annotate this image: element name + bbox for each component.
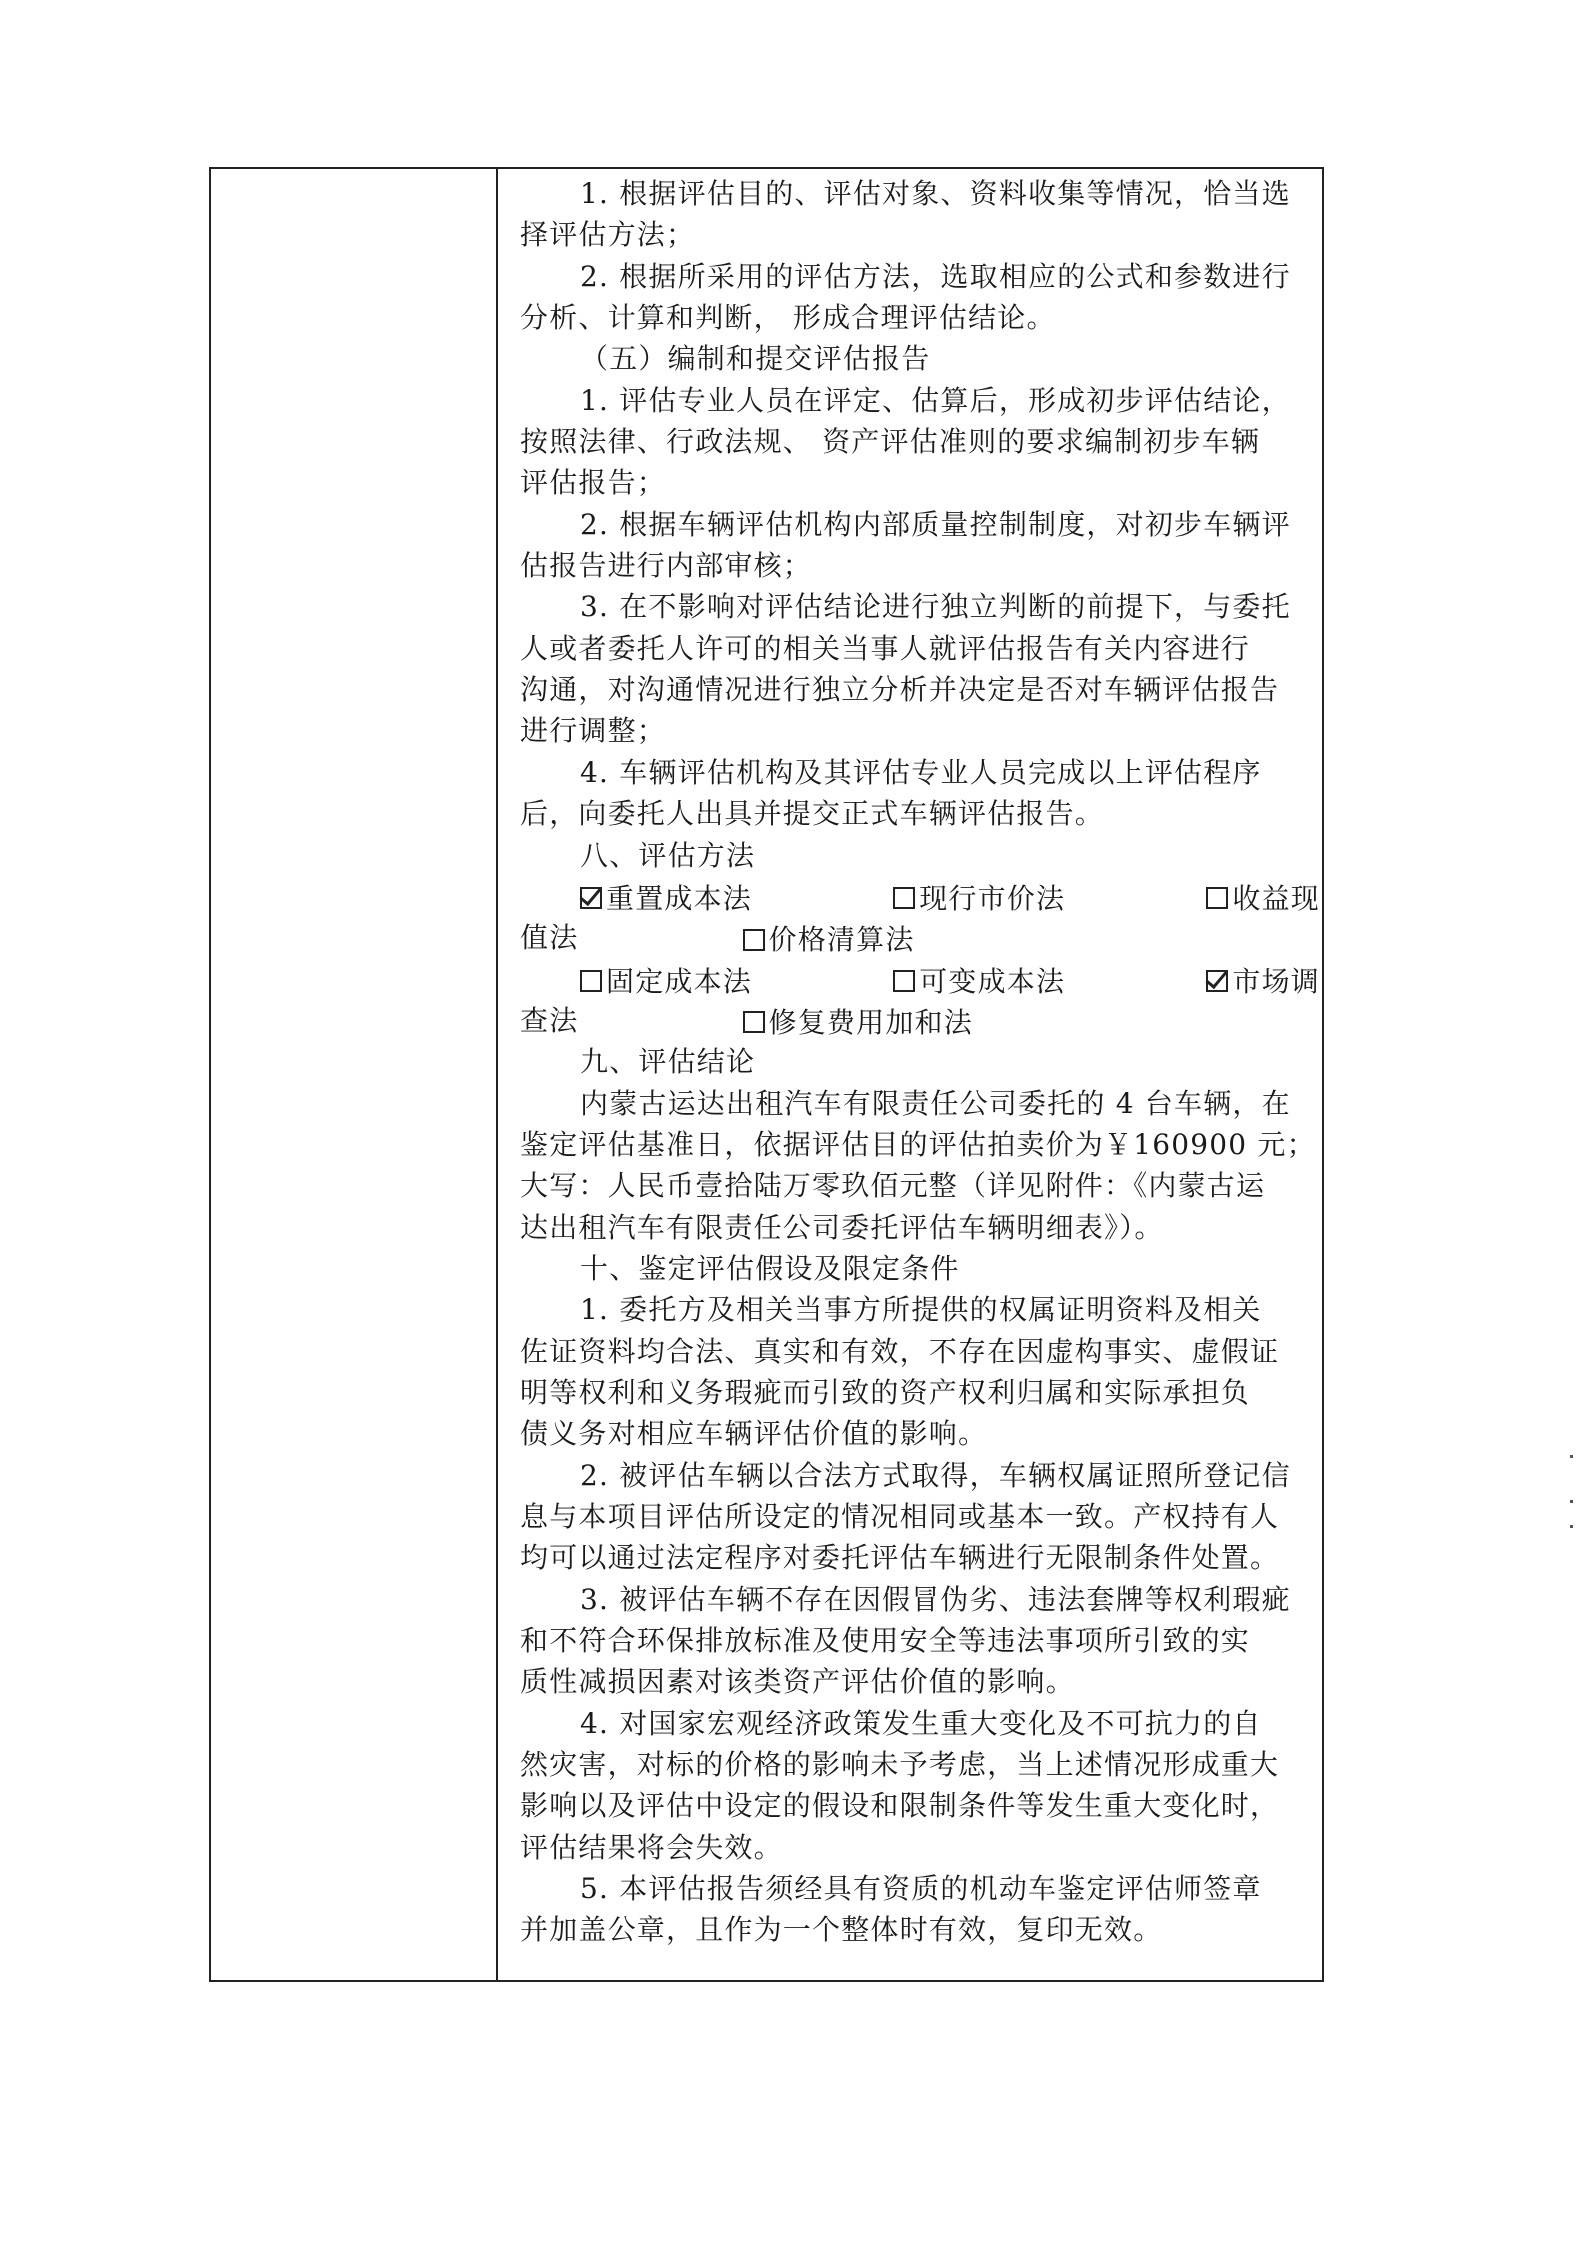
- method-label: 市场调: [1232, 964, 1320, 998]
- checkbox-icon[interactable]: [580, 970, 602, 992]
- text-line: 沟通，对沟通情况进行独立分析并决定是否对车辆评估报告: [520, 673, 1280, 707]
- method-option[interactable]: [580, 959, 752, 1000]
- text-line: 3. 被评估车辆不存在因假冒伪劣、违法套牌等权利瑕疵: [580, 1582, 1291, 1616]
- text-line: 估报告进行内部审核；: [520, 549, 813, 583]
- text-line: 然灾害，对标的价格的影响未予考虑，当上述情况形成重大: [520, 1748, 1280, 1782]
- content-cell: [498, 169, 1322, 1980]
- text-line: 债义务对相应车辆评估价值的影响。: [520, 1417, 988, 1451]
- text-line: 息与本项目评估所设定的情况相同或基本一致。产权持有人: [520, 1500, 1280, 1533]
- text-line: 影响以及评估中设定的假设和限制条件等发生重大变化时，: [520, 1789, 1280, 1823]
- scan-speck: [1570, 1525, 1573, 1528]
- method-label: 可变成本法: [919, 964, 1066, 998]
- section-heading: （五）编制和提交评估报告: [580, 342, 931, 376]
- method-label: 价格清算法: [768, 923, 915, 957]
- label-cell: [211, 169, 498, 1980]
- method-option[interactable]: [1206, 959, 1320, 1000]
- method-label: 现行市价法: [919, 881, 1066, 915]
- text-line: 和不符合环保排放标准及使用安全等违法事项所引致的实: [520, 1624, 1251, 1658]
- text-line: 佐证资料均合法、真实和有效，不存在因虚构事实、虚假证: [520, 1334, 1280, 1368]
- text-line: 人或者委托人许可的相关当事人就评估报告有关内容进行: [520, 631, 1251, 665]
- method-label: 收益现: [1232, 881, 1320, 915]
- method-row-2: [520, 917, 1320, 958]
- scan-speck: [1570, 1455, 1573, 1458]
- text-line: 分析、计算和判断， 形成合理评估结论。: [520, 301, 1056, 335]
- method-row-1: [520, 876, 1320, 917]
- section-heading: 八、评估方法: [580, 838, 756, 872]
- text-line: 后，向委托人出具并提交正式车辆评估报告。: [520, 797, 1105, 831]
- method-option[interactable]: [893, 876, 1065, 917]
- text-line: 5. 本评估报告须经具有资质的机动车鉴定评估师签章: [580, 1872, 1262, 1906]
- checkbox-icon[interactable]: [743, 929, 765, 951]
- report-table: [209, 167, 1324, 1982]
- checkbox-icon[interactable]: [893, 970, 915, 992]
- method-option[interactable]: [893, 959, 1065, 1000]
- method-option[interactable]: [1206, 876, 1320, 917]
- text-line: 2. 根据车辆评估机构内部质量控制制度，对初步车辆评: [580, 507, 1291, 541]
- method-option[interactable]: [743, 1004, 973, 1037]
- text-line: 大写：人民币壹拾陆万零玖佰元整（详见附件：《内蒙古运: [520, 1169, 1266, 1203]
- checkbox-icon[interactable]: [1206, 887, 1228, 909]
- text-line: 进行调整；: [520, 714, 667, 748]
- text-line: 按照法律、行政法规、 资产评估准则的要求编制初步车辆: [520, 425, 1261, 459]
- checkbox-checked-icon[interactable]: [1206, 970, 1228, 992]
- method-option[interactable]: [743, 921, 915, 957]
- checkbox-icon[interactable]: [743, 1011, 765, 1033]
- section-heading: 九、评估结论: [580, 1045, 756, 1079]
- text-line: 1. 委托方及相关当事方所提供的权属证明资料及相关: [580, 1293, 1262, 1327]
- method-option[interactable]: [580, 876, 752, 917]
- method-label: 固定成本法: [606, 964, 753, 998]
- method-label: 修复费用加和法: [768, 1005, 973, 1039]
- text-line: 4. 对国家宏观经济政策发生重大变化及不可抗力的自: [580, 1706, 1262, 1740]
- text-line: 2. 被评估车辆以合法方式取得，车辆权属证照所登记信: [580, 1458, 1291, 1492]
- text-line: 4. 车辆评估机构及其评估专业人员完成以上评估程序: [580, 755, 1262, 789]
- text-line: 择评估方法；: [520, 218, 696, 252]
- text-line: 质性减损因素对该类资产评估价值的影响。: [520, 1665, 1075, 1699]
- method-label: 重置成本法: [606, 881, 753, 915]
- text-line: 鉴定评估基准日，依据评估目的评估拍卖价为￥160900 元；: [520, 1127, 1316, 1161]
- text-line: 1. 评估专业人员在评定、估算后，形成初步评估结论，: [580, 383, 1291, 417]
- method-row-3: [520, 959, 1320, 1000]
- text-line: 内蒙古运达出租汽车有限责任公司委托的 4 台车辆，在: [580, 1086, 1291, 1120]
- method-label-cont: 值法: [520, 921, 579, 955]
- text-line: 均可以通过法定程序对委托评估车辆进行无限制条件处置。: [520, 1541, 1280, 1575]
- text-line: 评估报告；: [520, 466, 667, 500]
- section-heading: 十、鉴定评估假设及限定条件: [580, 1251, 960, 1285]
- scan-speck: [1570, 1500, 1573, 1503]
- text-line: 1. 根据评估目的、评估对象、资料收集等情况，恰当选: [580, 177, 1291, 210]
- text-line: 3. 在不影响对评估结论进行独立判断的前提下，与委托: [580, 590, 1291, 624]
- text-line: 评估结果将会失效。: [520, 1830, 783, 1864]
- report-body: [520, 173, 1320, 1951]
- text-line: 明等权利和义务瑕疵而引致的资产权利归属和实际承担负: [520, 1375, 1251, 1409]
- text-line: 达出租汽车有限责任公司委托评估车辆明细表》）。: [520, 1210, 1164, 1244]
- checkbox-icon[interactable]: [893, 887, 915, 909]
- method-row-4: [520, 1000, 1320, 1041]
- method-label-cont: 查法: [520, 1003, 579, 1037]
- text-line: 并加盖公章，且作为一个整体时有效，复印无效。: [520, 1913, 1163, 1947]
- text-line: 2. 根据所采用的评估方法，选取相应的公式和参数进行: [580, 259, 1291, 293]
- checkbox-checked-icon[interactable]: [580, 887, 602, 909]
